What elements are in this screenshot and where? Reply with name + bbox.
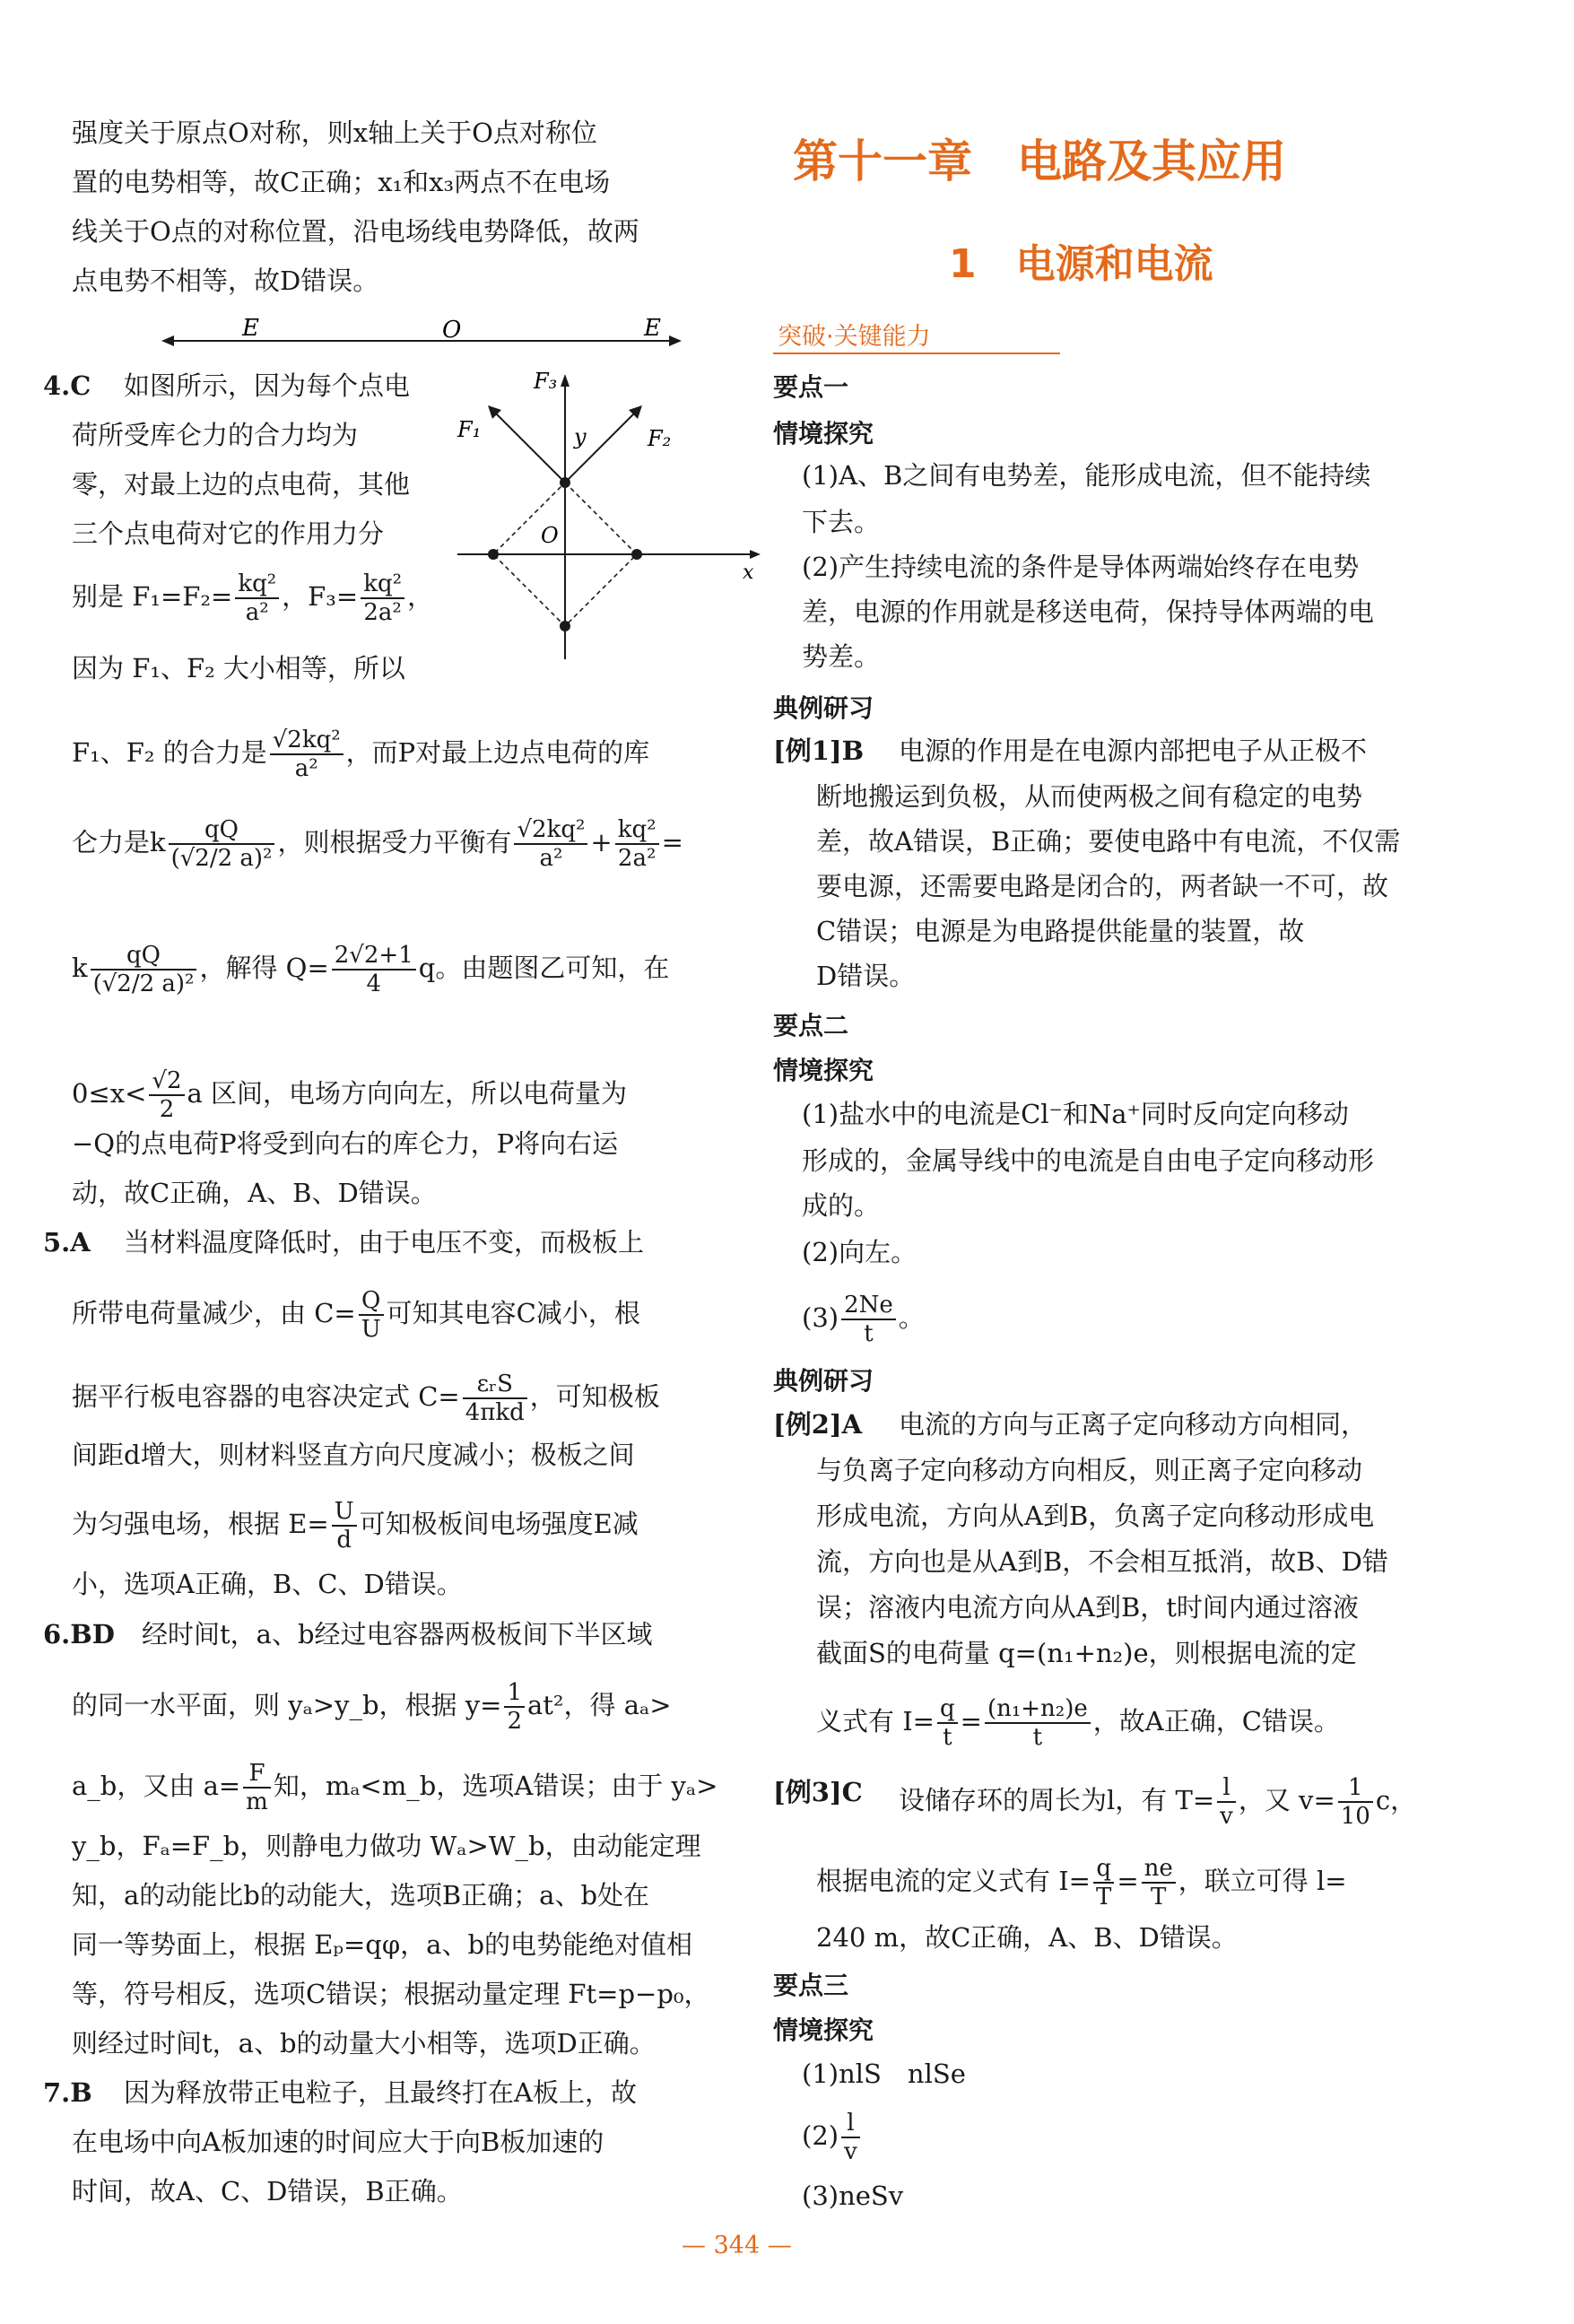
text-line: 断地搬运到负极，从而使两极之间有稳定的电势 (816, 781, 1363, 812)
text-line: 误；溶液内电流方向从A到B，t时间内通过溶液 (816, 1592, 1359, 1623)
text-line: 差，故A错误，B正确；要使电路中有电流，不仅需 (816, 826, 1401, 857)
label-y: y (574, 424, 587, 449)
formula-line: 仑力是k $\frac{qQ}{\text{(√2/2 a)²}}$ ，则根据受力平衡有 $\frac{\text{√2kq²}}{\text{a²}}$ + $\frac{\text{kq²}}{\text{2a²}}$ = (72, 816, 683, 872)
text-line: (2)向左。 (802, 1237, 917, 1267)
axis-label-left: E (242, 315, 259, 342)
k2-title: 要点二 (773, 1011, 849, 1040)
k1-sub2: 典例研习 (773, 693, 874, 723)
section-title: 1 电源和电流 (949, 241, 1213, 287)
q5-number: 5.A (43, 1227, 91, 1258)
text-line: 线关于O点的对称位置，沿电场线电势降低，故两 (72, 216, 639, 247)
example-label: [例1]B (773, 735, 865, 766)
text-line: 时间，故A、C、D错误，B正确。 (72, 2176, 463, 2206)
text-line: D错误。 (816, 961, 916, 991)
text-line: (1)A、B之间有电势差，能形成电流，但不能持续 (802, 460, 1371, 491)
section-tag: 突破·关键能力 (778, 323, 931, 351)
text-line: 电流的方向与正离子定向移动方向相同， (899, 1409, 1368, 1440)
text-line: 因为释放带正电粒子，且最终打在A板上，故 (124, 2077, 637, 2108)
formula-line: 义式有 I= $\frac{q}{t}$ = $\frac{\text{(n₁+n₂)e}}{t}$ ，故A正确，C错误。 (816, 1695, 1340, 1751)
left-arrow-icon (161, 335, 174, 346)
text-line: 如图所示，因为每个点电 (124, 370, 411, 401)
chapter-title: 第十一章 电路及其应用 (793, 135, 1286, 187)
text-line: 因为 F₁、F₂ 大小相等，所以 (72, 653, 405, 683)
formula-line: 为匀强电场，根据 E= $\frac{U}{d}$ 可知极板间电场强度E减 (72, 1498, 639, 1554)
axis-label-origin: O (442, 317, 462, 344)
text-line: 知，a的动能比b的动能大，选项B正确；a、b处在 (72, 1880, 650, 1911)
formula-line: 根据电流的定义式有 I= $\frac{q}{T}$ = $\frac{ne}{T}$ ，联立可得 l= (816, 1855, 1347, 1911)
page-number: — 344 — (682, 2232, 792, 2259)
formula-line: k $\frac{qQ}{\text{(√2/2 a)²}}$ ，解得 Q= $\frac{2√2+1}{4}$ q。由题图乙可知，在 (72, 942, 670, 997)
text-line: 形成电流，方向从A到B，负离子定向移动形成电 (816, 1501, 1375, 1531)
k3-sub1: 情境探究 (773, 2015, 874, 2045)
q7-number: 7.B (43, 2077, 92, 2108)
k3-title: 要点三 (773, 1971, 849, 2000)
text-line: 成的。 (802, 1190, 881, 1221)
text-line: (1)nlS nlSe (802, 2059, 966, 2089)
k2-sub2: 典例研习 (773, 1366, 874, 1396)
text-line: 当材料温度降低时，由于电压不变，而极板上 (124, 1227, 645, 1258)
text-line: 与负离子定向移动方向相反，则正离子定向移动 (816, 1455, 1363, 1485)
axis-label-right: E (644, 315, 661, 342)
formula-line: 0≤x< $\frac{√2}{2}$ a 区间，电场方向向左，所以电荷量为 (72, 1067, 628, 1123)
text-line: 小，选项A正确，B、C、D错误。 (72, 1569, 463, 1599)
text-line: 截面S的电荷量 q=(n₁+n₂)e，则根据电流的定 (816, 1638, 1357, 1668)
example-label: [例2]A (773, 1409, 863, 1440)
section-tag-underline (773, 353, 1060, 354)
text-line: 电源的作用是在电源内部把电子从正极不 (899, 735, 1368, 766)
field-axis-diagram (161, 312, 682, 350)
label-o: O (541, 523, 559, 548)
text-line: y_b，Fₐ=F_b，则静电力做功 Wₐ>W_b，由动能定理 (72, 1831, 701, 1861)
text-line: 等，符号相反，选项C错误；根据动量定理 Ft=p−p₀， (72, 1979, 710, 2009)
formula-line: a_b，又由 a= $\frac{F}{m}$ 知，mₐ<m_b，选项A错误；由于 yₐ> (72, 1760, 718, 1815)
text-line: (1)盐水中的电流是Cl⁻和Na⁺同时反向定向移动 (802, 1099, 1349, 1129)
formula-line: 据平行板电容器的电容决定式 C= $\frac{\text{εᵣS}}{\text{4πkd}}$ ，可知极板 (72, 1371, 660, 1426)
text-line: 流，方向也是从A到B，不会相互抵消，故B、D错 (816, 1546, 1388, 1577)
text-line: −Q的点电荷P将受到向右的库仑力，P将向右运 (72, 1128, 619, 1159)
text-line: 三个点电荷对它的作用力分 (72, 518, 385, 549)
text-line: 差，电源的作用就是移送电荷，保持导体两端的电 (802, 596, 1375, 627)
formula-line: (2) $\frac{l}{v}$ (802, 2110, 863, 2165)
example-label: [例3]C (773, 1777, 863, 1807)
text-line: C错误；电源是为电路提供能量的装置，故 (816, 916, 1305, 946)
formula-line: 设储存环的周长为l，有 T= $\frac{l}{v}$ ，又 v= $\frac{1}{10}$ c， (899, 1774, 1417, 1830)
label-x: x (743, 561, 754, 584)
right-arrow-icon (669, 335, 682, 346)
k1-title: 要点一 (773, 372, 849, 402)
text-line: 则经过时间t，a、b的动量大小相等，选项D正确。 (72, 2028, 656, 2059)
formula-line: F₁、F₂ 的合力是 $\frac{\text{√2kq²}}{\text{a²}}$ ，而P对最上边点电荷的库 (72, 727, 650, 782)
text-line: 形成的，金属导线中的电流是自由电子定向移动形 (802, 1145, 1375, 1176)
text-line: 零，对最上边的点电荷，其他 (72, 469, 411, 500)
label-f2: F₂ (648, 426, 672, 451)
text-line: 置的电势相等，故C正确；x₁和x₃两点不在电场 (72, 167, 611, 197)
k2-sub1: 情境探究 (773, 1056, 874, 1085)
label-f3: F₃ (534, 369, 558, 394)
text-line: 240 m，故C正确，A、B、D错误。 (816, 1922, 1238, 1953)
text-line: 经时间t，a、b经过电容器两极板间下半区域 (142, 1619, 653, 1649)
text-line: 在电场中向A板加速的时间应大于向B板加速的 (72, 2127, 604, 2157)
q6-number: 6.BD (43, 1619, 115, 1649)
text-line: 强度关于原点O对称，则x轴上关于O点对称位 (72, 118, 597, 148)
charge-force-diagram (448, 363, 771, 668)
f3-arrow-icon (561, 374, 570, 387)
text-line: (2)产生持续电流的条件是导体两端始终存在电势 (802, 552, 1360, 582)
q4-number: 4.C (43, 370, 91, 401)
text-line: 下去。 (802, 507, 881, 537)
k1-sub1: 情境探究 (773, 419, 874, 448)
formula-line: 的同一水平面，则 yₐ>y_b，根据 y= $\frac{1}{2}$ at²，得 aₐ> (72, 1679, 672, 1735)
text-line: 同一等势面上，根据 Eₚ=qφ，a、b的电势能绝对值相 (72, 1929, 693, 1960)
text-line: 点电势不相等，故D错误。 (72, 265, 379, 296)
formula-line: (3) $\frac{2Ne}{t}$ 。 (802, 1292, 925, 1347)
label-f1: F₁ (457, 417, 482, 442)
formula-line: 别是 F₁=F₂= $\frac{\text{kq²}}{\text{a²}}$ ，F₃= $\frac{\text{kq²}}{\text{2a²}}$ ， (72, 570, 434, 626)
text-line: 荷所受库仑力的合力均为 (72, 420, 359, 450)
text-line: 要电源，还需要电路是闭合的，两者缺一不可，故 (816, 871, 1389, 901)
text-line: (3)neSv (802, 2180, 904, 2211)
formula-line: 所带电荷量减少，由 C= $\frac{Q}{U}$ 可知其电容C减小，根 (72, 1287, 640, 1343)
text-line: 间距d增大，则材料竖直方向尺度减小；极板之间 (72, 1440, 635, 1470)
x-axis-arrow-icon (750, 550, 761, 559)
text-line: 势差。 (802, 641, 881, 672)
text-line: 动，故C正确，A、B、D错误。 (72, 1178, 437, 1208)
